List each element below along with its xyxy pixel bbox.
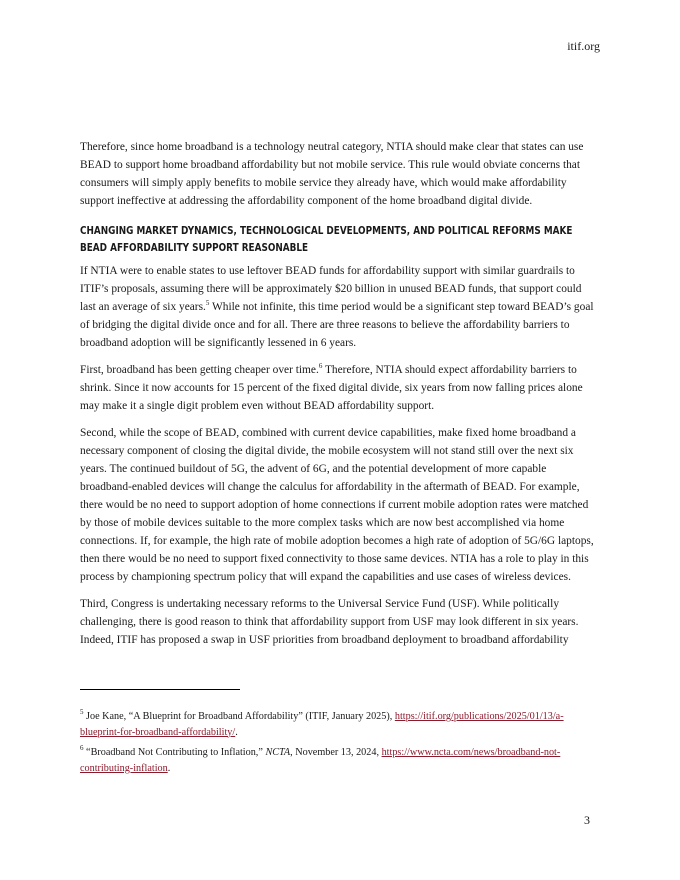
footnote-link[interactable]: https://www.ncta.com/news/broadband-not-contributing-inflation	[80, 747, 561, 774]
footnote-5	[80, 709, 600, 740]
footnote-number: 6	[80, 744, 84, 752]
footnote-ref-6[interactable]: 6	[318, 362, 323, 370]
footnote-6	[80, 745, 600, 776]
paragraph-2-text-a: First, broadband has been getting cheaper over time.	[80, 364, 319, 376]
footnotes	[80, 709, 600, 781]
footnote-text-2: , November 13, 2024,	[290, 747, 382, 758]
paragraph-1-text-a: If NTIA were to enable states to use leftover BEAD funds for affordability support with similar guardrails to ITIF’s proposals, assuming there will be approximately $20 billion in unused BEAD funds, that support could last an average of six years.	[80, 265, 582, 313]
paragraph-2-text-b: Therefore, NTIA should expect affordability barriers to shrink. Since it now accounts for 15 percent of the fixed digital divide, six years from now falling prices alone may make it a single digit problem even without BEAD affordability support.	[80, 364, 583, 412]
footnote-text: Joe Kane, “A Blueprint for Broadband Affordability” (ITIF, January 2025),	[83, 711, 395, 722]
footnote-tail: .	[167, 762, 171, 774]
paragraph-3: Second, while the scope of BEAD, combined with current device capabilities, make fixed home broadband a necessary component of closing the digital divide, the mobile ecosystem will not stand still over the next six years. The continued buildout of 5G, the advent of 6G, and the potential development of more capable broadband-enabled devices will change the calculus for affordability in the aftermath of BEAD. For example, there would be no need to support adoption of home connections if current mobile adoption rates were matched by those of mobile devices suitable to the more complex tasks which are now best accomplished via home connections. If, for example, the high rate of mobile adoption becomes a high rate of adoption of 5G/6G laptops, then there would be no need to support fixed connectivity to those same devices. NTIA has a role to play in this process by championing spectrum policy that will expand the capabilities and use cases of wireless devices.	[80, 427, 594, 583]
section-heading: CHANGING MARKET DYNAMICS, TECHNOLOGICAL DEVELOPMENTS, AND POLITICAL REFORMS MAKE BEAD AFFORDABILITY SUPPORT REASONABLE	[80, 225, 573, 254]
header-site-label: itif.org	[567, 39, 600, 53]
footnote-text: “Broadband Not Contributing to Inflation,”	[83, 747, 266, 758]
footnote-ref-5[interactable]: 5	[205, 299, 210, 307]
body-text	[80, 138, 600, 658]
page-number: 3	[584, 813, 590, 827]
paragraph-2	[80, 361, 600, 415]
footnote-number: 5	[80, 708, 84, 716]
footnote-link[interactable]: https://itif.org/publications/2025/01/13/a-blueprint-for-broadband-affordability/	[80, 711, 564, 738]
paragraph-4: Third, Congress is undertaking necessary reforms to the Universal Service Fund (USF). While politically challenging, there is good reason to think that affordability support from USF may look different in six years. Indeed, ITIF has proposed a swap in USF priorities from broadband deployment to broadband affordability	[80, 598, 579, 646]
footnote-tail: .	[235, 726, 238, 738]
footnote-divider	[80, 689, 240, 690]
footnote-publication: NCTA	[265, 747, 291, 758]
paragraph-1	[80, 262, 600, 352]
paragraph-1-text-b: While not infinite, this time period would be a significant step toward BEAD’s goal of bridging the digital divide once and for all. There are three reasons to believe the affordability barriers to broadband adoption will be significantly lessened in 6 years.	[80, 301, 594, 349]
paragraph-intro: Therefore, since home broadband is a technology neutral category, NTIA should make clear that states can use BEAD to support home broadband affordability but not mobile service. This rule would obviate concerns that consumers will simply apply benefits to mobile service they already have, which would make affordability support ineffective at addressing the affordability component of the home broadband digital divide.	[80, 141, 584, 207]
